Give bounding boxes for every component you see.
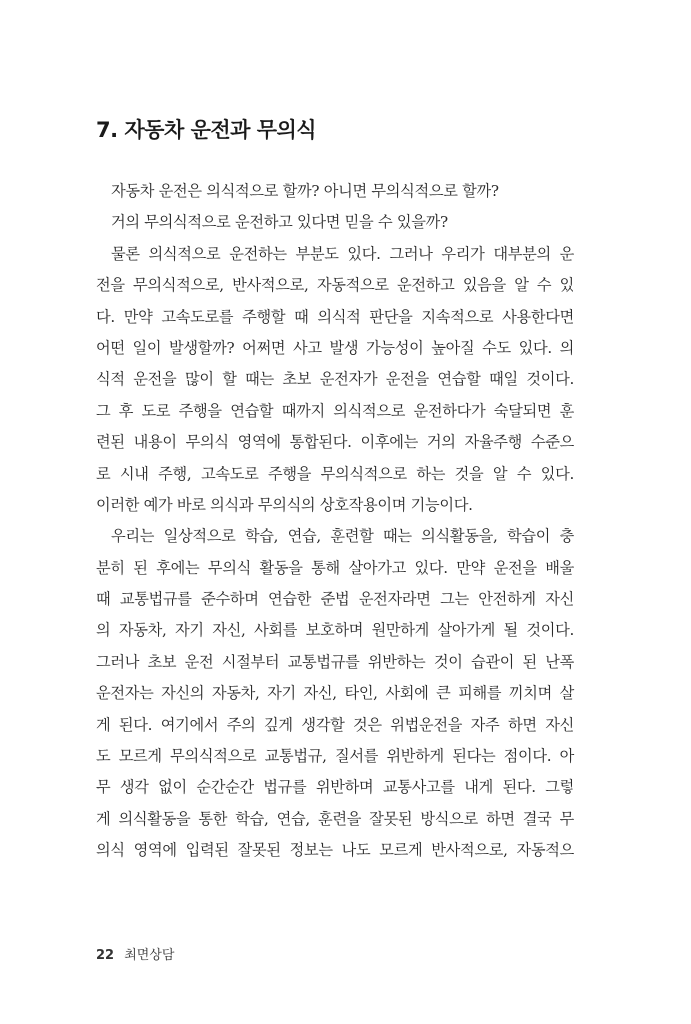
text-line: 무 생각 없이 순간순간 법규를 위반하며 교통사고를 내게 된다. 그렇 xyxy=(96,778,574,797)
text-line: 어떤 일이 발생할까? 어쩌면 사고 발생 가능성이 높아질 수도 있다. 의 xyxy=(96,338,574,357)
text-line: 거의 무의식적으로 운전하고 있다면 믿을 수 있을까? xyxy=(111,213,448,232)
text-line: 자동차 운전은 의식적으로 할까? 아니면 무의식적으로 할까? xyxy=(111,182,499,200)
text-line: 이러한 예가 바로 의식과 무의식의 상호작용이며 기능이다. xyxy=(96,495,473,514)
text-line: 다. 만약 고속도로를 주행할 때 의식적 판단을 지속적으로 사용한다면 xyxy=(96,307,574,326)
text-line: 운전자는 자신의 자동차, 자기 자신, 타인, 사회에 큰 피해를 끼치며 살 xyxy=(96,684,574,703)
text-line: 물론 의식적으로 운전하는 부분도 있다. 그러나 우리가 대부분의 운 xyxy=(111,244,574,263)
text-line: 의식 영역에 입력된 잘못된 정보는 나도 모르게 반사적으로, 자동적으 xyxy=(96,841,574,860)
section-heading: 7. 자동차 운전과 무의식 xyxy=(96,118,317,142)
text-line: 게 의식활동을 통한 학습, 연습, 훈련을 잘못된 방식으로 하면 결국 무 xyxy=(96,809,574,828)
text-line: 때 교통법규를 준수하며 연습한 준법 운전자라면 그는 안전하게 자신 xyxy=(96,590,574,609)
text-line: 게 된다. 여기에서 주의 깊게 생각할 것은 위법운전을 자주 하면 자신 xyxy=(96,715,574,734)
body-text xyxy=(96,176,574,867)
text-line: 도 모르게 무의식적으로 교통법규, 질서를 위반하게 된다는 점이다. 아 xyxy=(96,747,574,766)
text-line: 전을 무의식적으로, 반사적으로, 자동적으로 운전하고 있음을 알 수 있 xyxy=(96,276,574,295)
text-line: 식적 운전을 많이 할 때는 초보 운전자가 운전을 연습할 때일 것이다. xyxy=(96,370,574,389)
text-line: 로 시내 주행, 고속도로 주행을 무의식적으로 하는 것을 알 수 있다. xyxy=(96,464,574,483)
text-line: 그 후 도로 주행을 연습할 때까지 의식적으로 운전하다가 숙달되면 훈 xyxy=(96,401,574,420)
text-line: 그러나 초보 운전 시절부터 교통법규를 위반하는 것이 습관이 된 난폭 xyxy=(96,652,574,671)
text-line: 분히 된 후에는 무의식 활동을 통해 살아가고 있다. 만약 운전을 배울 xyxy=(96,558,574,577)
text-line: 의 자동차, 자기 자신, 사회를 보호하며 원만하게 살아가게 될 것이다. xyxy=(96,621,574,640)
book-title: 최면상담 xyxy=(124,948,175,963)
text-line: 우리는 일상적으로 학습, 연습, 훈련할 때는 의식활동을, 학습이 충 xyxy=(111,527,574,546)
page-footer xyxy=(96,944,174,963)
text-line: 련된 내용이 무의식 영역에 통합된다. 이후에는 거의 자율주행 수준으 xyxy=(96,433,574,452)
page-number: 22 xyxy=(96,948,115,963)
